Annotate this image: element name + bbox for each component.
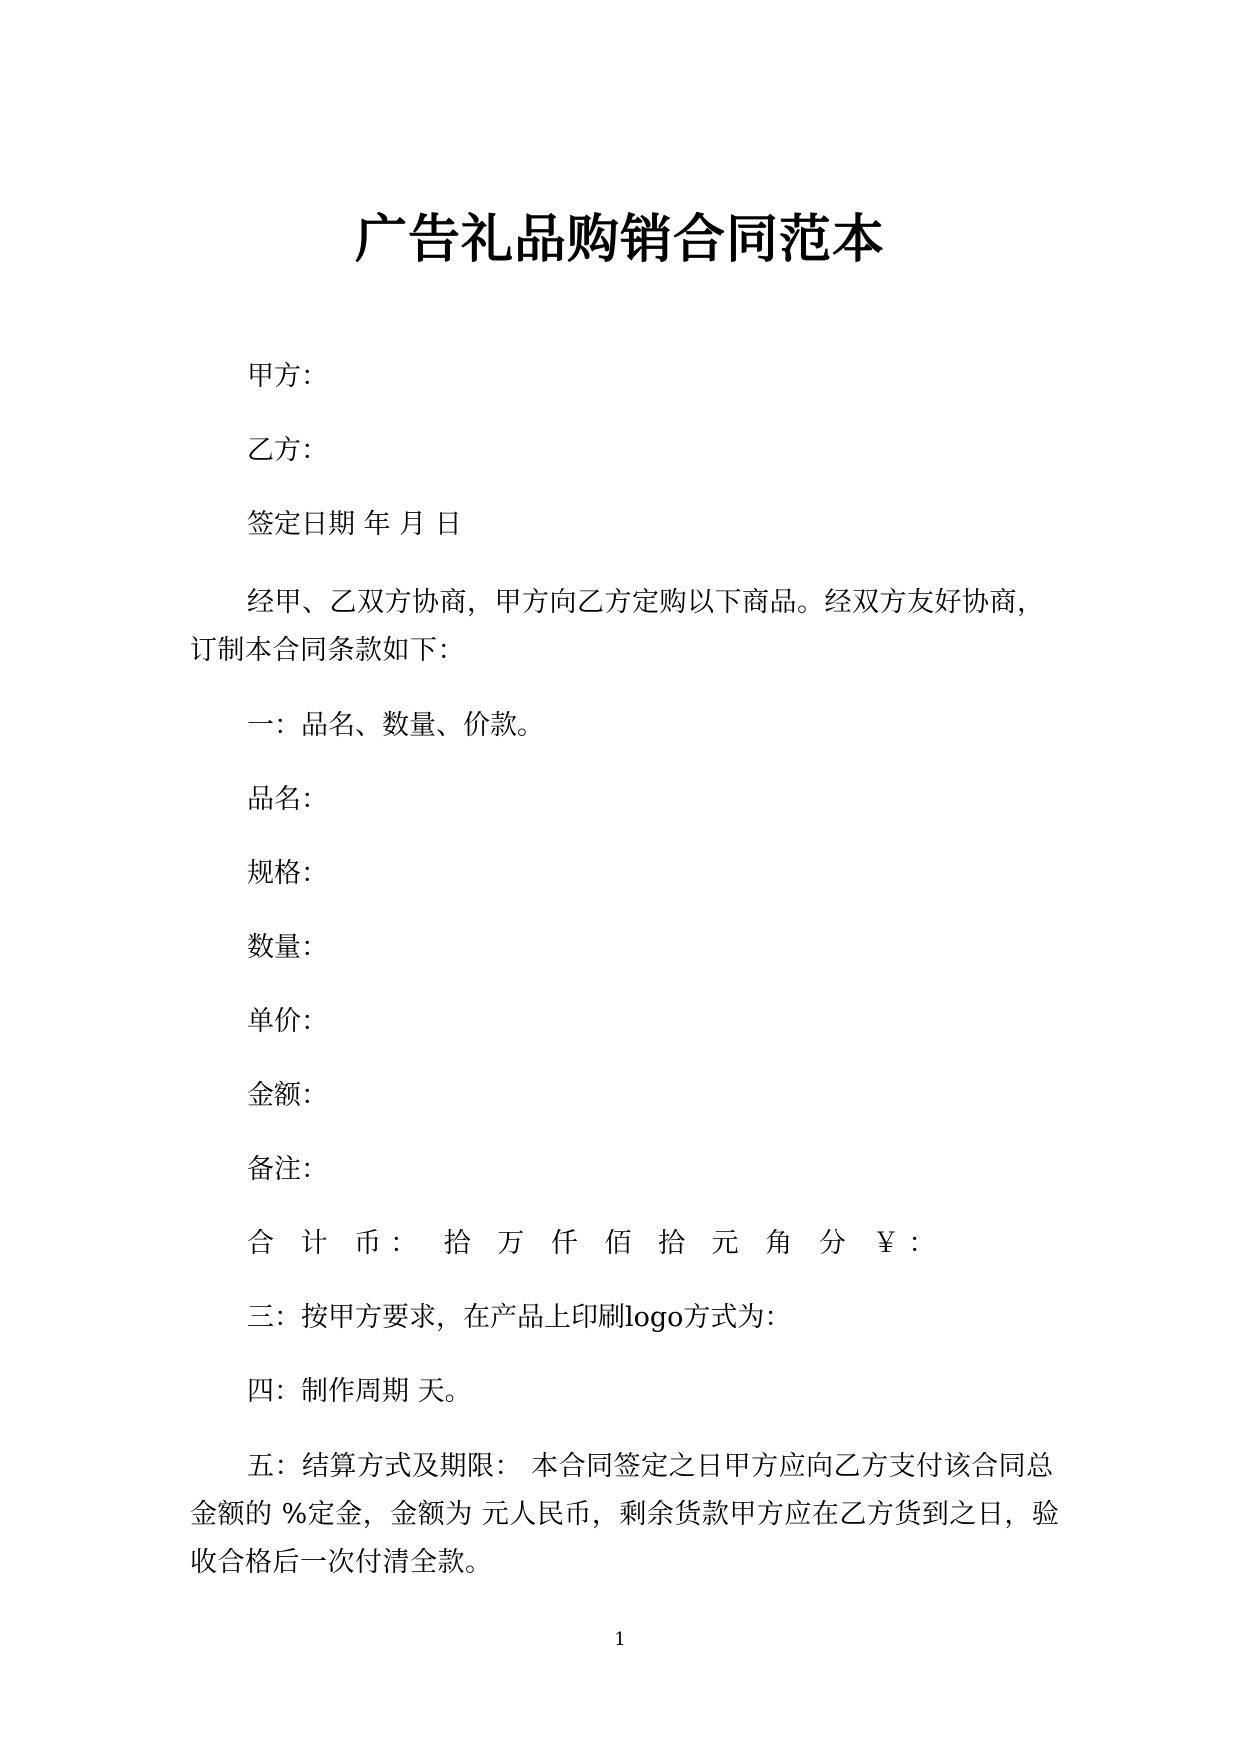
party-a-label: 甲方： [247,361,328,392]
intro-paragraph: 经甲、乙双方协商，甲方向乙方定购以下商品。经双方友好协商，订制本合同条款如下： [190,587,1045,666]
document-title: 广告礼品购销合同范本 [354,210,885,270]
section-1-heading: 一：品名、数量、价款。 [247,710,544,741]
section-4-line: 四：制作周期 天。 [247,1376,472,1407]
unit-price-field: 单价： [247,1006,328,1037]
section-3-line: 三：按甲方要求，在产品上印刷logo方式为： [247,1302,792,1333]
product-name-field: 品名： [247,784,328,815]
remark-field: 备注： [247,1154,328,1185]
section-5-paragraph: 五：结算方式及期限： 本合同签定之日甲方应向乙方支付该合同总金额的 %定金，金额为 元人民币，剩余货款甲方应在乙方货到之日，验收合格后一次付清全款。 [190,1451,1060,1578]
total-currency-line: 合 计 币： 拾 万 仟 佰 拾 元 角 分 ￥： [247,1228,945,1259]
spec-field: 规格： [247,858,328,889]
quantity-field: 数量： [247,932,328,963]
amount-field: 金额： [247,1080,328,1111]
sign-date-line: 签定日期 年 月 日 [247,509,462,540]
page-number: 1 [614,1629,626,1650]
party-b-label: 乙方： [247,435,328,466]
